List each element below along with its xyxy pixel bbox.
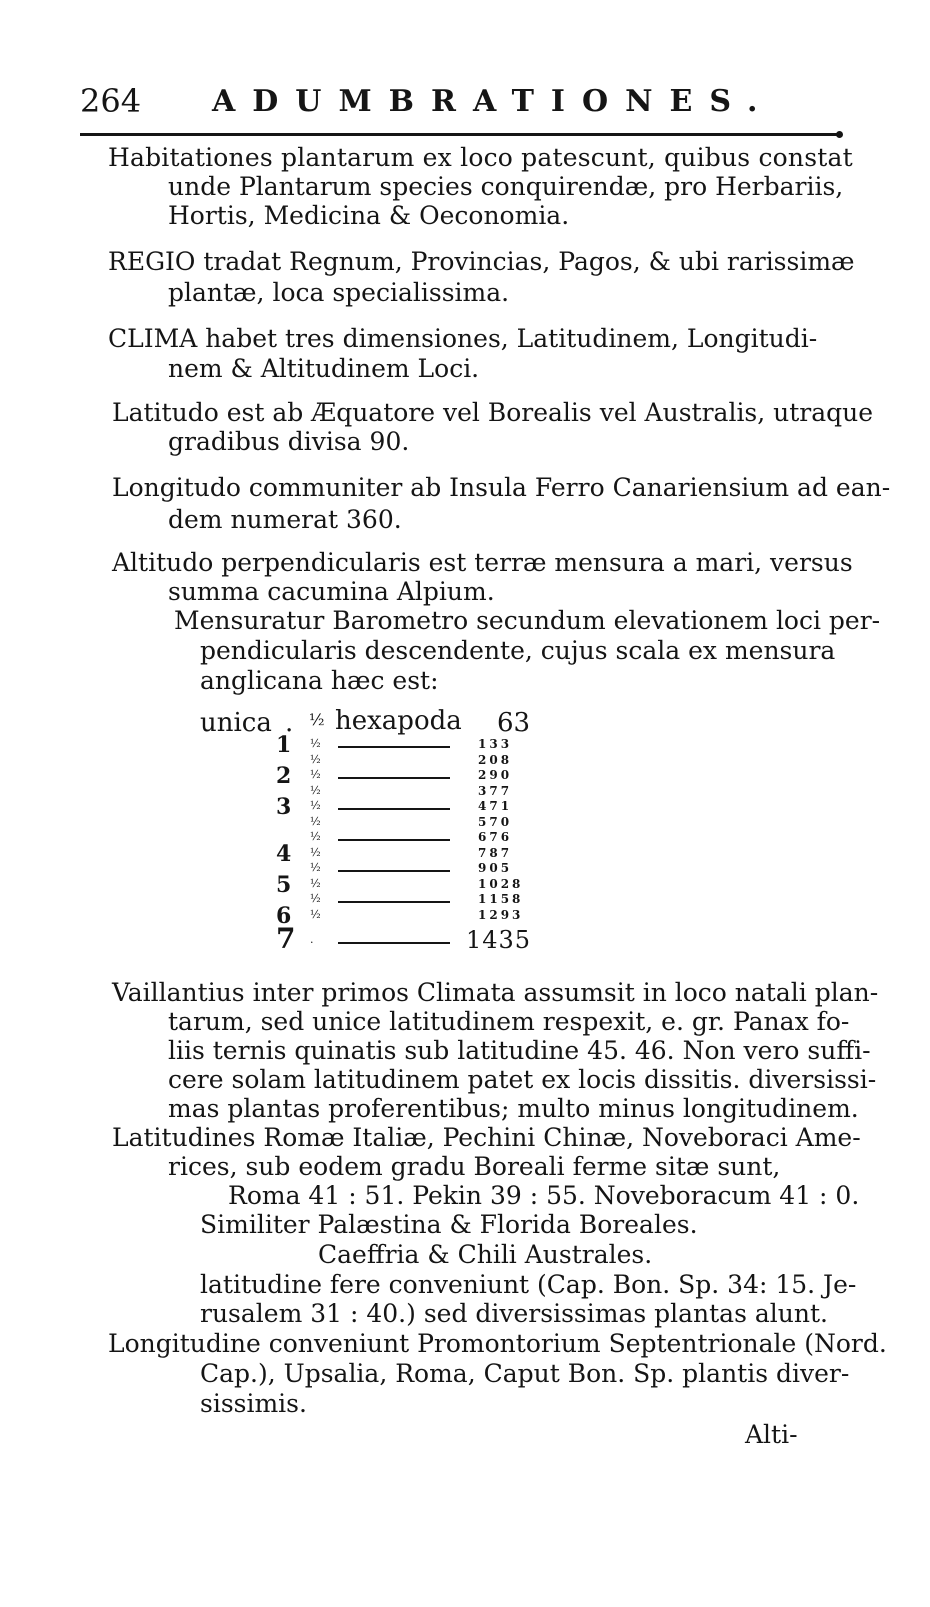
mensuratur-line-3: anglicana hæc est: bbox=[200, 666, 439, 695]
vaillantius-line-1: Vaillantius inter primos Climata assumsit in loco natali plan- bbox=[112, 978, 879, 1007]
scale-row-value: 133 bbox=[478, 737, 513, 751]
scale-row-fraction: ½ bbox=[310, 907, 321, 921]
vaillantius-line-5: mas plantas proferentibus; multo minus longitudinem. bbox=[168, 1094, 859, 1123]
regio-line-2: plantæ, loca specialissima. bbox=[168, 278, 510, 307]
scale-row-value: 1158 bbox=[478, 892, 524, 906]
vaillantius-line-3: liis ternis quinatis sub latitudine 45. 46. Non vero suffi- bbox=[168, 1036, 871, 1065]
scale-row-fraction: ½ bbox=[310, 876, 321, 890]
intro-line-1: Habitationes plantarum ex loco patescunt, quibus constat bbox=[108, 143, 853, 172]
scale-row-value: 290 bbox=[478, 768, 513, 782]
scale-row-value: 377 bbox=[478, 783, 513, 798]
latitudines-line-3: Roma 41 : 51. Pekin 39 : 55. Noveboracum 41 : 0. bbox=[228, 1181, 860, 1210]
table-head-dot: . bbox=[285, 708, 294, 738]
scale-row-value: 471 bbox=[478, 799, 513, 813]
scale-row-value: 1435 bbox=[466, 926, 532, 954]
scale-row-number: 1 bbox=[276, 732, 292, 758]
scale-row-dash bbox=[338, 777, 450, 779]
longitudine-line-2: Cap.), Upsalia, Roma, Caput Bon. Sp. plantis diver- bbox=[200, 1359, 850, 1388]
latitudines-line-6: latitudine fere conveniunt (Cap. Bon. Sp. 34: 15. Je- bbox=[200, 1270, 857, 1299]
running-title: ADUMBRATIONES. bbox=[212, 84, 775, 119]
scale-row-dash bbox=[338, 808, 450, 810]
scale-row-fraction: ½ bbox=[310, 768, 321, 781]
scale-row-value: 1028 bbox=[478, 876, 524, 891]
scale-row-number: 3 bbox=[276, 794, 292, 820]
table-head-unica: unica bbox=[200, 708, 272, 738]
intro-line-3: Hortis, Medicina & Oeconomia. bbox=[168, 201, 570, 230]
scale-row-value: 676 bbox=[478, 830, 513, 844]
table-head-fraction: ½ bbox=[309, 710, 325, 729]
scale-row-fraction: ½ bbox=[310, 752, 321, 766]
vaillantius-line-4: cere solam latitudinem patet ex locis dissitis. diversissi- bbox=[168, 1065, 877, 1094]
page-number: 264 bbox=[80, 82, 142, 120]
table-head-hexapoda: hexapoda bbox=[335, 706, 462, 736]
scale-row-value: 208 bbox=[478, 752, 513, 767]
longitudine-line-3: sissimis. bbox=[200, 1389, 307, 1418]
table-head-value: 63 bbox=[497, 708, 531, 738]
scale-row-number: 5 bbox=[276, 871, 292, 898]
longitudo-line-1: Longitudo communiter ab Insula Ferro Canariensium ad ean- bbox=[112, 473, 891, 502]
latitudo-line-2: gradibus divisa 90. bbox=[168, 427, 410, 456]
scale-row-number: 6 bbox=[276, 902, 292, 929]
scale-row-fraction: . bbox=[310, 933, 314, 946]
scale-row-value: 1293 bbox=[478, 907, 524, 922]
scale-row-fraction: ½ bbox=[310, 737, 321, 750]
scale-row-dash bbox=[338, 942, 450, 944]
intro-line-2: unde Plantarum species conquirendæ, pro Herbariis, bbox=[168, 172, 844, 201]
scale-row-fraction: ½ bbox=[310, 799, 321, 812]
scale-row-fraction: ½ bbox=[310, 783, 321, 797]
scale-row-fraction: ½ bbox=[310, 814, 321, 828]
scale-row-number: 4 bbox=[276, 840, 292, 867]
longitudo-line-2: dem numerat 360. bbox=[168, 505, 402, 534]
scale-row-value: 570 bbox=[478, 814, 513, 829]
catchword: Alti- bbox=[745, 1420, 798, 1449]
latitudines-line-2: rices, sub eodem gradu Boreali ferme sitæ sunt, bbox=[168, 1152, 781, 1181]
scale-row-fraction: ½ bbox=[310, 861, 321, 874]
altitudo-line-2: summa cacumina Alpium. bbox=[168, 577, 495, 606]
latitudines-line-1: Latitudines Romæ Italiæ, Pechini Chinæ, Noveboraci Ame- bbox=[112, 1123, 861, 1152]
latitudo-line-1: Latitudo est ab Æquatore vel Borealis vel Australis, utraque bbox=[112, 398, 874, 427]
vaillantius-line-2: tarum, sed unice latitudinem respexit, e. gr. Panax fo- bbox=[168, 1007, 850, 1036]
scale-row-dash bbox=[338, 746, 450, 748]
longitudine-line-1: Longitudine conveniunt Promontorium Septentrionale (Nord. bbox=[108, 1329, 887, 1358]
scale-row-value: 787 bbox=[478, 845, 513, 860]
scale-row-fraction: ½ bbox=[310, 892, 321, 905]
latitudines-line-5: Caeffria & Chili Australes. bbox=[318, 1240, 653, 1269]
altitudo-line-1: Altitudo perpendicularis est terræ mensura a mari, versus bbox=[112, 548, 853, 577]
clima-line-2: nem & Altitudinem Loci. bbox=[168, 354, 480, 383]
latitudines-line-4: Similiter Palæstina & Florida Boreales. bbox=[200, 1210, 698, 1239]
latitudines-line-7: rusalem 31 : 40.) sed diversissimas plantas alunt. bbox=[200, 1299, 828, 1328]
scale-row-dash bbox=[338, 870, 450, 872]
clima-line-1: CLIMA habet tres dimensiones, Latitudinem, Longitudi- bbox=[108, 324, 818, 353]
scale-row-fraction: ½ bbox=[310, 830, 321, 843]
scale-row-dash bbox=[338, 901, 450, 903]
mensuratur-line-2: pendicularis descendente, cujus scala ex mensura bbox=[200, 636, 836, 665]
scale-row-number: 2 bbox=[276, 763, 292, 789]
scale-row-dash bbox=[338, 839, 450, 841]
scale-row-number: 7 bbox=[276, 922, 296, 955]
regio-line-1: REGIO tradat Regnum, Provincias, Pagos, & ubi rarissimæ bbox=[108, 247, 855, 276]
scale-row-fraction: ½ bbox=[310, 845, 321, 859]
mensuratur-line-1: Mensuratur Barometro secundum elevationem loci per- bbox=[174, 606, 881, 635]
scale-row-value: 905 bbox=[478, 861, 513, 875]
header-rule bbox=[80, 133, 840, 136]
